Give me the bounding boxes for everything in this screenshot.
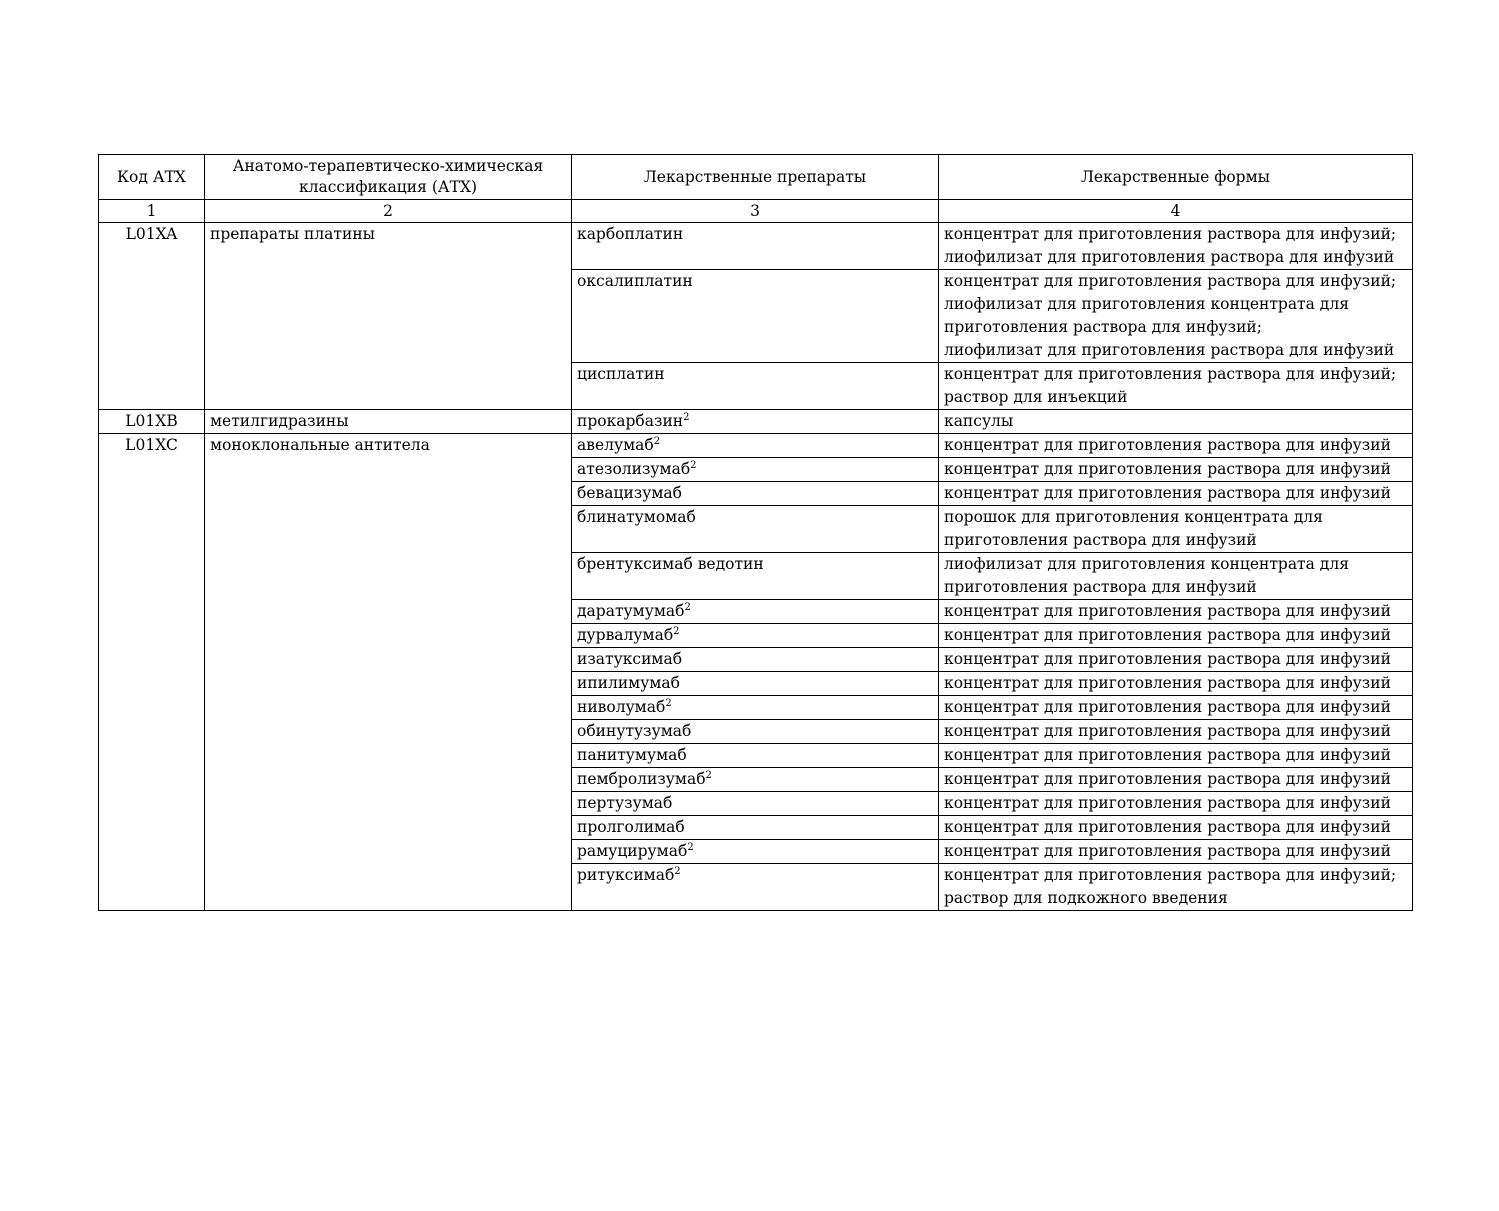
drug-name: цисплатин [577,365,665,383]
drug-name-cell [572,553,939,600]
footnote-marker: 2 [684,601,691,613]
dosage-forms-cell [939,720,1413,744]
drug-name: обинутузумаб [577,722,692,740]
dosage-form-text: раствор для инъекций [944,388,1128,406]
dosage-form-text: концентрат для приготовления раствора для инфузий [944,770,1391,788]
drug-name-cell [572,482,939,506]
header-drugs: Лекарственные препараты [572,155,939,200]
drug-name: даратумумаб [577,602,685,620]
drug-name: ниволумаб [577,698,666,716]
atx-classification-cell: моноклональные антитела [205,434,572,911]
dosage-forms-cell [939,363,1413,410]
drug-name-cell [572,223,939,270]
footnote-marker: 2 [665,697,672,709]
drug-name-cell [572,696,939,720]
dosage-forms-cell [939,648,1413,672]
drug-name: прокарбазин [577,412,684,430]
drug-name: бевацизумаб [577,484,682,502]
drug-name-cell [572,768,939,792]
dosage-forms-cell [939,744,1413,768]
column-number: 2 [205,200,572,223]
drug-name-cell [572,458,939,482]
footnote-marker: 2 [705,769,712,781]
dosage-forms-cell [939,506,1413,553]
atx-code-cell: L01XA [99,223,205,410]
drug-name-cell [572,864,939,911]
atx-code-cell: L01XB [99,410,205,434]
dosage-form-text: порошок для приготовления концентрата для приготовления раствора для инфузий [944,508,1323,549]
dosage-form-text: лиофилизат для приготовления концентрата для приготовления раствора для инфузий; [944,295,1349,336]
drug-name-cell [572,506,939,553]
atx-classification-cell: метилгидразины [205,410,572,434]
dosage-form-text: концентрат для приготовления раствора для инфузий [944,794,1391,812]
atx-drug-table [98,154,1413,911]
dosage-forms-cell [939,864,1413,911]
footnote-marker: 2 [653,435,661,447]
drug-name: дурвалумаб [577,626,674,644]
drug-name: изатуксимаб [577,650,683,668]
dosage-forms-cell [939,410,1413,434]
dosage-forms-cell [939,624,1413,648]
footnote-marker: 2 [687,841,694,853]
drug-name-cell [572,410,939,434]
drug-name: пембролизумаб [577,770,706,788]
drug-name: панитумумаб [577,746,687,764]
dosage-forms-cell [939,223,1413,270]
dosage-form-text: концентрат для приготовления раствора для инфузий [944,650,1391,668]
dosage-form-text: концентрат для приготовления раствора для инфузий [944,698,1391,716]
drug-name: ритуксимаб [577,866,675,884]
dosage-form-text: концентрат для приготовления раствора для инфузий [944,674,1391,692]
drug-name-cell [572,672,939,696]
drug-name: авелумаб [577,436,654,454]
dosage-forms-cell [939,270,1413,363]
dosage-forms-cell [939,768,1413,792]
drug-name: оксалиплатин [577,272,693,290]
footnote-marker: 2 [683,411,690,423]
drug-name-cell [572,624,939,648]
column-number: 3 [572,200,939,223]
dosage-form-text: раствор для подкожного введения [944,889,1228,907]
dosage-form-text: концентрат для приготовления раствора для инфузий; [944,225,1397,243]
header-row [99,155,1413,200]
footnote-marker: 2 [690,459,697,471]
drug-name-cell [572,840,939,864]
drug-name-cell [572,744,939,768]
dosage-form-text: капсулы [944,412,1014,430]
drug-name-cell [572,363,939,410]
column-number: 1 [99,200,205,223]
dosage-form-text: концентрат для приготовления раствора для инфузий [944,722,1391,740]
dosage-form-text: концентрат для приготовления раствора для инфузий [944,436,1391,454]
table-row [99,223,1413,270]
column-number-row [99,200,1413,223]
dosage-forms-cell [939,553,1413,600]
drug-name: пертузумаб [577,794,673,812]
footnote-marker: 2 [674,865,681,877]
dosage-forms-cell [939,434,1413,458]
header-atx-classification: Анатомо-терапевтическо-химическая классификация (АТХ) [205,155,572,200]
drug-name-cell [572,816,939,840]
drug-name: карбоплатин [577,225,684,243]
dosage-form-text: лиофилизат для приготовления концентрата для приготовления раствора для инфузий [944,555,1349,596]
dosage-form-text: концентрат для приготовления раствора для инфузий [944,484,1391,502]
table-row [99,410,1413,434]
dosage-forms-cell [939,696,1413,720]
drug-name-cell [572,720,939,744]
dosage-form-text: концентрат для приготовления раствора для инфузий [944,626,1391,644]
dosage-form-text: концентрат для приготовления раствора для инфузий [944,460,1391,478]
dosage-form-text: лиофилизат для приготовления раствора для инфузий [944,248,1395,266]
dosage-form-text: концентрат для приготовления раствора для инфузий; [944,272,1397,290]
dosage-forms-cell [939,816,1413,840]
dosage-form-text: лиофилизат для приготовления раствора для инфузий [944,341,1395,359]
header-atx-code: Код АТХ [99,155,205,200]
dosage-form-text: концентрат для приготовления раствора для инфузий [944,842,1391,860]
drug-name-cell [572,648,939,672]
dosage-forms-cell [939,458,1413,482]
drug-name: атезолизумаб [577,460,691,478]
atx-code-cell: L01XC [99,434,205,911]
table-row [99,434,1413,458]
drug-name-cell [572,792,939,816]
drug-name: блинатумомаб [577,508,696,526]
header-dosage-forms: Лекарственные формы [939,155,1413,200]
drug-name-cell [572,600,939,624]
dosage-forms-cell [939,792,1413,816]
column-number: 4 [939,200,1413,223]
drug-name-cell [572,270,939,363]
dosage-forms-cell [939,482,1413,506]
dosage-form-text: концентрат для приготовления раствора для инфузий; [944,866,1397,884]
dosage-forms-cell [939,840,1413,864]
atx-classification-cell: препараты платины [205,223,572,410]
table-body [99,223,1413,911]
dosage-form-text: концентрат для приготовления раствора для инфузий [944,746,1391,764]
dosage-forms-cell [939,600,1413,624]
dosage-form-text: концентрат для приготовления раствора для инфузий; [944,365,1397,383]
drug-name: пролголимаб [577,818,685,836]
footnote-marker: 2 [673,625,680,637]
dosage-form-text: концентрат для приготовления раствора для инфузий [944,602,1391,620]
dosage-form-text: концентрат для приготовления раствора для инфузий [944,818,1391,836]
drug-name: рамуцирумаб [577,842,688,860]
drug-name: ипилимумаб [577,674,680,692]
dosage-forms-cell [939,672,1413,696]
drug-name: брентуксимаб ведотин [577,555,764,573]
drug-name-cell [572,434,939,458]
